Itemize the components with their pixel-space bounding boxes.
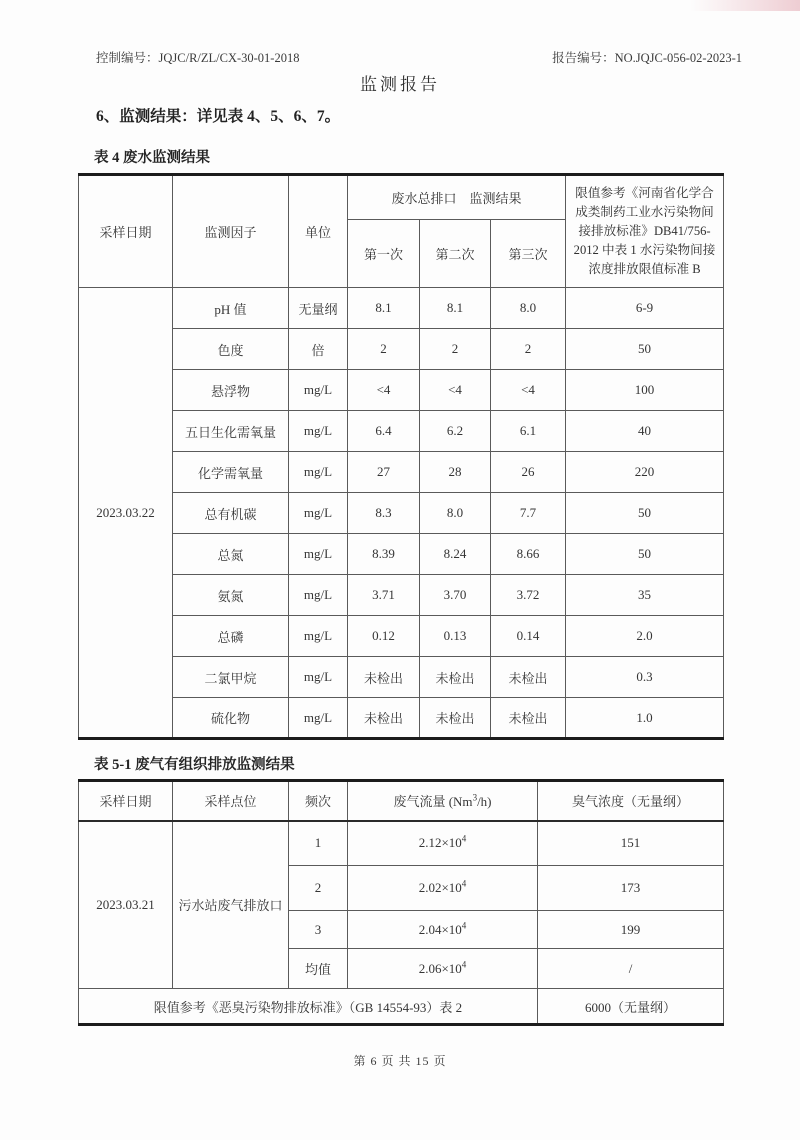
factor-cell: 氨氮 [173, 575, 289, 616]
unit-cell: mg/L [289, 575, 348, 616]
run3-cell: 未检出 [491, 657, 566, 698]
document-header [0, 0, 800, 66]
superscript: 3 [472, 792, 478, 803]
odor-cell: 199 [538, 911, 724, 949]
run2-cell: 0.13 [420, 616, 491, 657]
table-row [79, 288, 724, 329]
run2-cell: 2 [420, 329, 491, 370]
sample-date-cell: 2023.03.21 [79, 821, 173, 989]
run2-cell: 8.24 [420, 534, 491, 575]
table-row [79, 616, 724, 657]
flow-cell: $2.02\times 10^4$ [348, 866, 538, 911]
unit-cell: mg/L [289, 616, 348, 657]
run2-cell: 28 [420, 452, 491, 493]
run1-cell: <4 [348, 370, 420, 411]
limit-cell: 0.3 [566, 657, 724, 698]
col-header-run1: 第一次 [348, 220, 420, 288]
col-header-sample-point: 采样点位 [173, 781, 289, 821]
run1-cell: 0.12 [348, 616, 420, 657]
sample-point-cell: 污水站废气排放口 [173, 821, 289, 989]
odor-cell: 173 [538, 866, 724, 911]
run3-cell: 6.1 [491, 411, 566, 452]
col-header-unit: 单位 [289, 175, 348, 288]
run3-cell: 26 [491, 452, 566, 493]
exhaust-gas-results-table [78, 779, 724, 1026]
table-row [79, 329, 724, 370]
page-number: 第 6 页 共 15 页 [353, 1054, 447, 1068]
run2-cell: <4 [420, 370, 491, 411]
run1-cell: 未检出 [348, 698, 420, 739]
col-header-outlet-group: 废水总排口 监测结果 [348, 175, 566, 220]
factor-cell: 五日生化需氧量 [173, 411, 289, 452]
table-row [79, 370, 724, 411]
run1-cell: 2 [348, 329, 420, 370]
run2-cell: 6.2 [420, 411, 491, 452]
table4-caption: 表 4 废水监测结果 [94, 150, 210, 166]
flow-cell: $2.04\times 10^4$ [348, 911, 538, 949]
col-header-frequency: 频次 [289, 781, 348, 821]
table-row [79, 493, 724, 534]
unit-cell: mg/L [289, 452, 348, 493]
col-header-gas-flow: 废气流量 (Nm$^3$/h) [348, 781, 538, 821]
limit-cell: 35 [566, 575, 724, 616]
factor-cell: 化学需氧量 [173, 452, 289, 493]
limit-cell: 2.0 [566, 616, 724, 657]
limit-cell: 50 [566, 534, 724, 575]
unit-cell: mg/L [289, 657, 348, 698]
limit-cell: 1.0 [566, 698, 724, 739]
run3-cell: 7.7 [491, 493, 566, 534]
limit-cell: 50 [566, 493, 724, 534]
table-row [79, 452, 724, 493]
superscript: 4 [461, 920, 467, 931]
table-row [79, 534, 724, 575]
run3-cell: 2 [491, 329, 566, 370]
wastewater-results-table [78, 173, 724, 740]
control-number: 控制编号：JQJC/R/ZL/CX-30-01-2018 [96, 51, 300, 65]
frequency-cell: 均值 [289, 949, 348, 989]
col-header-sample-date: 采样日期 [79, 781, 173, 821]
unit-cell: 无量纲 [289, 288, 348, 329]
table-row [79, 821, 724, 866]
factor-cell: 二氯甲烷 [173, 657, 289, 698]
run2-cell: 8.0 [420, 493, 491, 534]
col-header-odor-concentration: 臭气浓度（无量纲） [538, 781, 724, 821]
run1-cell: 27 [348, 452, 420, 493]
run2-cell: 未检出 [420, 657, 491, 698]
odor-cell: 151 [538, 821, 724, 866]
factor-cell: 色度 [173, 329, 289, 370]
run1-cell: 8.3 [348, 493, 420, 534]
superscript: 4 [461, 833, 467, 844]
table-row [79, 411, 724, 452]
factor-cell: 总磷 [173, 616, 289, 657]
factor-cell: 总氮 [173, 534, 289, 575]
limit-cell: 220 [566, 452, 724, 493]
scan-artifact-edge [690, 0, 800, 11]
run3-cell: 未检出 [491, 698, 566, 739]
unit-cell: mg/L [289, 370, 348, 411]
sample-date-cell: 2023.03.22 [79, 288, 173, 739]
report-number: 报告编号：NO.JQJC-056-02-2023-1 [552, 51, 742, 65]
superscript: 4 [461, 878, 467, 889]
superscript: 4 [461, 959, 467, 970]
factor-cell: pH 值 [173, 288, 289, 329]
limit-reference-cell: 限值参考《恶臭污染物排放标准》（GB 14554-93）表 2 [79, 989, 538, 1025]
factor-cell: 总有机碳 [173, 493, 289, 534]
frequency-cell: 3 [289, 911, 348, 949]
table-row [79, 575, 724, 616]
odor-cell: / [538, 949, 724, 989]
run1-cell: 未检出 [348, 657, 420, 698]
col-header-run3: 第三次 [491, 220, 566, 288]
flow-cell: $2.06\times 10^4$ [348, 949, 538, 989]
limit-cell: 100 [566, 370, 724, 411]
col-header-factor: 监测因子 [173, 175, 289, 288]
flow-cell: $2.12\times 10^4$ [348, 821, 538, 866]
table-row [79, 989, 724, 1025]
run1-cell: 8.1 [348, 288, 420, 329]
unit-cell: mg/L [289, 411, 348, 452]
run2-cell: 8.1 [420, 288, 491, 329]
frequency-cell: 1 [289, 821, 348, 866]
document-title: 监测报告 [360, 75, 440, 94]
run2-cell: 3.70 [420, 575, 491, 616]
run3-cell: 8.0 [491, 288, 566, 329]
run3-cell: 3.72 [491, 575, 566, 616]
limit-cell: 50 [566, 329, 724, 370]
run2-cell: 未检出 [420, 698, 491, 739]
table51-caption: 表 5-1 废气有组织排放监测结果 [94, 757, 295, 773]
col-header-limit-reference: 限值参考《河南省化学合成类制药工业水污染物间接排放标准》DB41/756-2012 中表 1 水污染物间接浓度排放限值标准 B [566, 175, 724, 288]
run1-cell: 6.4 [348, 411, 420, 452]
run1-cell: 3.71 [348, 575, 420, 616]
col-header-run2: 第二次 [420, 220, 491, 288]
run3-cell: 0.14 [491, 616, 566, 657]
col-header-sample-date: 采样日期 [79, 175, 173, 288]
factor-cell: 悬浮物 [173, 370, 289, 411]
section-heading: 6、监测结果：详见表 4、5、6、7。 [96, 108, 341, 125]
limit-cell: 40 [566, 411, 724, 452]
unit-cell: mg/L [289, 698, 348, 739]
limit-value-cell: 6000（无量纲） [538, 989, 724, 1025]
factor-cell: 硫化物 [173, 698, 289, 739]
frequency-cell: 2 [289, 866, 348, 911]
table-row [79, 698, 724, 739]
run3-cell: 8.66 [491, 534, 566, 575]
unit-cell: mg/L [289, 493, 348, 534]
unit-cell: mg/L [289, 534, 348, 575]
run1-cell: 8.39 [348, 534, 420, 575]
unit-cell: 倍 [289, 329, 348, 370]
limit-cell: 6-9 [566, 288, 724, 329]
table-row [79, 657, 724, 698]
run3-cell: <4 [491, 370, 566, 411]
